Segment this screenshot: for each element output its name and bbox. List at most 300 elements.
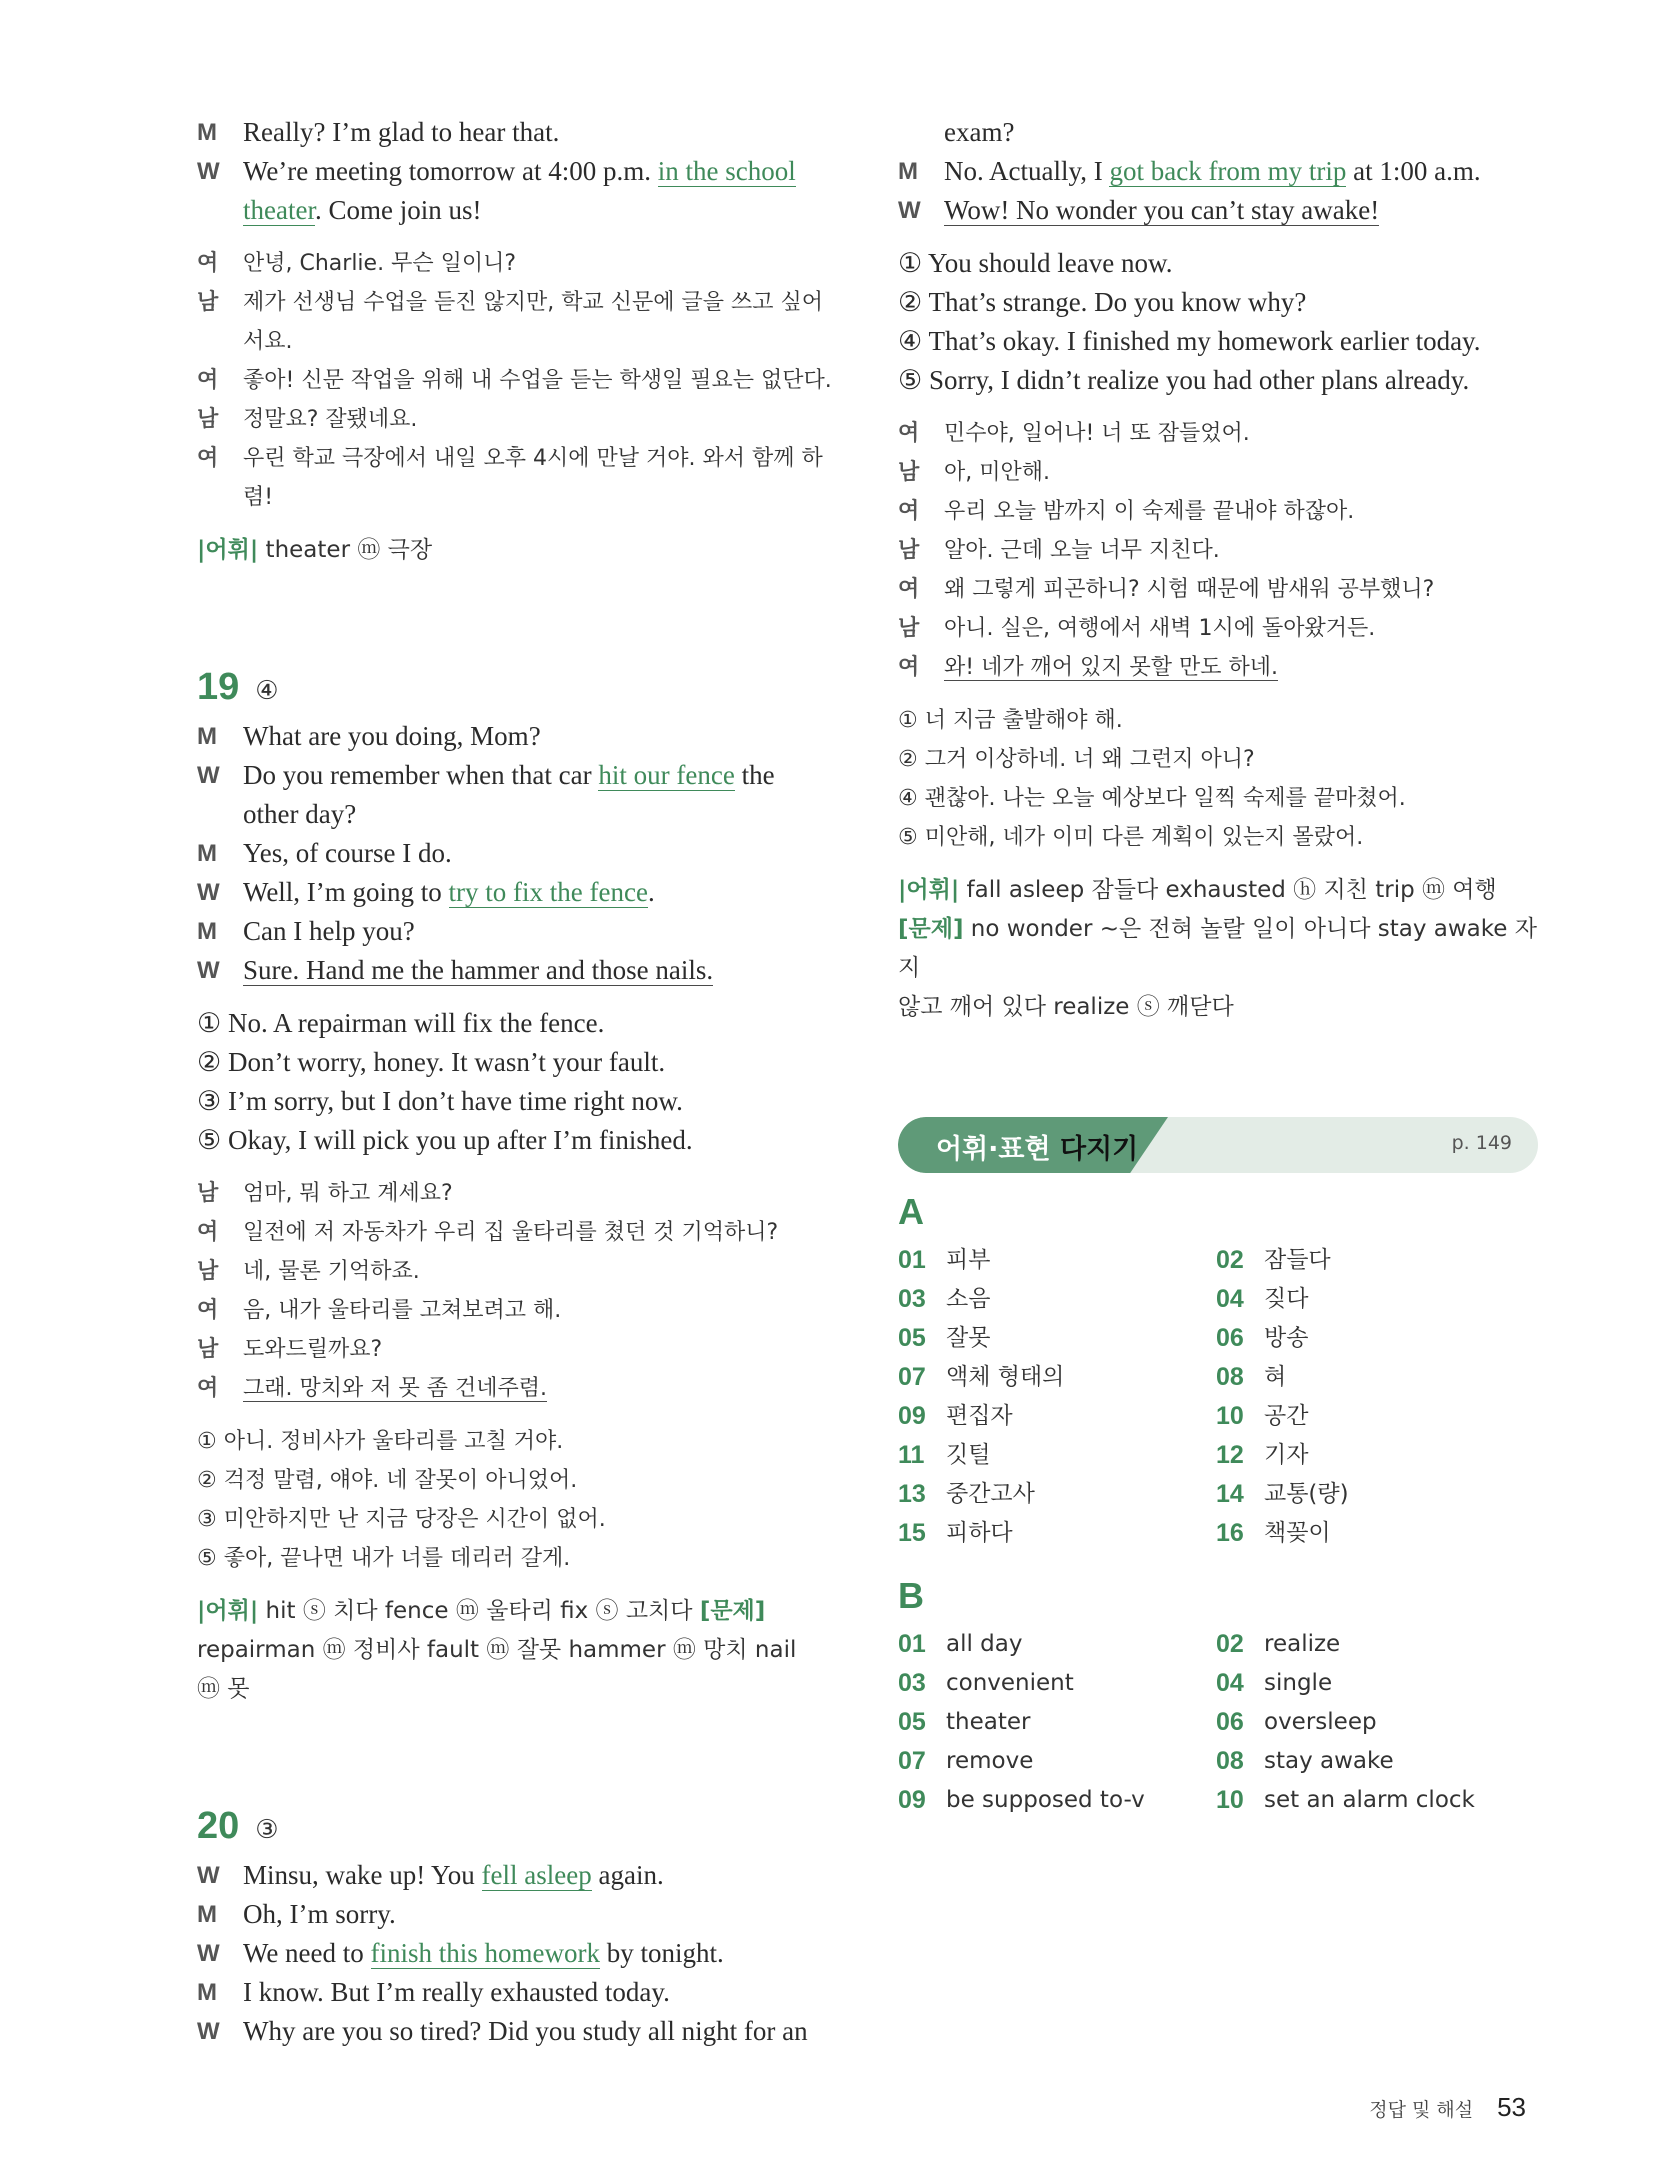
answer-option: ② That’s strange. Do you know why? (898, 287, 1307, 317)
speaker-label: W (197, 1862, 220, 1889)
vocab-tag: |어휘| (197, 537, 259, 563)
dialog-text (243, 2012, 808, 2051)
dialog-line (898, 414, 1538, 453)
q18-tail-en (197, 113, 837, 230)
item-number: 08 (1216, 1747, 1244, 1775)
speaker-label: M (197, 723, 217, 750)
item-text: be supposed to-v (946, 1787, 1145, 1813)
banner-title-a: 어휘·표현 (936, 1134, 1060, 1165)
speaker-label: 여 (197, 1298, 219, 1323)
text-run: Really? I’m glad to hear that. (243, 117, 560, 147)
text-run: 음, 내가 울타리를 고쳐보려고 해. (243, 1298, 562, 1323)
vocab-answer-item (1216, 1475, 1534, 1514)
item-text: 피하다 (946, 1520, 1013, 1546)
speaker-label: W (197, 158, 220, 185)
dialog-line (197, 1856, 837, 1895)
vocab-answer-item (898, 1703, 1216, 1742)
item-number: 04 (1216, 1285, 1244, 1313)
speaker-label: 남 (898, 616, 920, 641)
text-run: 좋아! 신문 작업을 위해 내 수업을 듣는 학생일 필요는 없단다. (243, 368, 832, 393)
dialog-text (944, 648, 1278, 687)
item-number: 07 (898, 1363, 926, 1391)
speaker-label: W (197, 1940, 220, 1967)
vocab-line (898, 871, 1538, 910)
vocab-answer-item (898, 1664, 1216, 1703)
speaker-label: 여 (197, 251, 219, 276)
item-text: 잘못 (946, 1325, 991, 1351)
item-number: 03 (898, 1285, 926, 1313)
item-number: 05 (898, 1708, 926, 1736)
section-b-grid (898, 1625, 1538, 1820)
footer-label: 정답 및 해설 (1369, 2099, 1474, 2121)
speaker-label: 남 (197, 290, 219, 315)
item-number: 07 (898, 1747, 926, 1775)
section-a-letter: A (898, 1191, 924, 1232)
text-run: Oh, I’m sorry. (243, 1899, 396, 1929)
dialog-line (898, 648, 1538, 687)
item-text: 기자 (1264, 1442, 1309, 1468)
vocab-answer-item (898, 1475, 1216, 1514)
item-number: 04 (1216, 1669, 1244, 1697)
dialog-line (197, 834, 837, 873)
speaker-label: M (898, 158, 918, 185)
dialog-line (197, 2012, 837, 2051)
item-text: set an alarm clock (1264, 1787, 1475, 1813)
item-text: 액체 형태의 (946, 1364, 1065, 1390)
q20-dialog-en-cont (898, 113, 1538, 230)
text-run: 그래. 망치와 저 못 좀 건네주렴. (243, 1376, 547, 1401)
item-number: 13 (898, 1480, 926, 1508)
banner-page-ref: p. 149 (1451, 1132, 1512, 1154)
dialog-line (197, 283, 837, 322)
text-run: exam? (944, 117, 1015, 147)
vocab-answer-item (898, 1319, 1216, 1358)
dialog-line (898, 492, 1538, 531)
answer-option: ⑤ 좋아, 끝나면 내가 너를 데리러 갈게. (197, 1546, 571, 1571)
vocab-answer-item (1216, 1436, 1534, 1475)
item-number: 06 (1216, 1708, 1244, 1736)
item-number: 01 (898, 1630, 926, 1658)
dialog-text (243, 191, 481, 230)
text-run: 아니. 실은, 여행에서 새벽 1시에 돌아왔거든. (944, 616, 1376, 641)
text-run: 정말요? 잘됐네요. (243, 407, 418, 432)
item-text: 짖다 (1264, 1286, 1309, 1312)
item-number: 14 (1216, 1480, 1244, 1508)
item-number: 03 (898, 1669, 926, 1697)
dialog-line (197, 1934, 837, 1973)
left-column (197, 113, 837, 2065)
text-run: Why are you so tired? Did you study all night for an (243, 2016, 808, 2046)
dialog-text (243, 1291, 561, 1330)
vocab-answer-item (1216, 1781, 1534, 1820)
item-number: 11 (898, 1441, 925, 1469)
speaker-label: 남 (898, 538, 920, 563)
item-text: 잠들다 (1264, 1247, 1331, 1273)
speaker-label: M (197, 119, 217, 146)
dialog-line (197, 717, 837, 756)
dialog-text (243, 1973, 670, 2012)
answer-option: ① 아니. 정비사가 울타리를 고칠 거야. (197, 1429, 564, 1454)
text-run: . (647, 877, 655, 907)
item-text: 편집자 (946, 1403, 1013, 1429)
vocab-line (898, 910, 1538, 988)
dialog-text (243, 912, 415, 951)
text-run: Can I help you? (243, 916, 415, 946)
vocab-answer-item (1216, 1280, 1534, 1319)
right-column (898, 113, 1538, 1820)
dialog-text (243, 1174, 453, 1213)
dialog-line (197, 152, 837, 191)
highlighted-phrase: theater (243, 195, 315, 225)
vocab-tag: [문제] (699, 1598, 766, 1624)
dialog-line (898, 191, 1538, 230)
vocab-text: 않고 깨어 있다 realize ⓢ 깨닫다 (898, 994, 1234, 1020)
highlighted-phrase: fell asleep (481, 1860, 592, 1890)
item-number: 05 (898, 1324, 926, 1352)
item-number: 06 (1216, 1324, 1244, 1352)
question-20-header (197, 1805, 837, 1848)
vocab-answer-item (1216, 1397, 1534, 1436)
dialog-text (243, 1252, 420, 1291)
speaker-label: 여 (197, 1220, 219, 1245)
text-run: I know. But I’m really exhausted today. (243, 1977, 670, 2007)
banner-title-b: 다지기 (1060, 1134, 1139, 1165)
highlighted-phrase: try to fix the fence (448, 877, 648, 907)
dialog-text (944, 453, 1050, 492)
item-number: 09 (898, 1402, 926, 1430)
text-run: 일전에 저 자동차가 우리 집 울타리를 쳤던 것 기억하니? (243, 1220, 779, 1245)
answer-option: ④ That’s okay. I finished my homework earlier today. (898, 326, 1481, 356)
answer-option: ③ 미안하지만 난 지금 당장은 시간이 없어. (197, 1507, 606, 1532)
vocab-answer-item (1216, 1319, 1534, 1358)
speaker-label: W (197, 762, 220, 789)
item-number: 12 (1216, 1441, 1244, 1469)
text-run: again. (591, 1860, 664, 1890)
speaker-label: M (197, 1901, 217, 1928)
q20-options-en (898, 244, 1538, 400)
item-text: 소음 (946, 1286, 991, 1312)
banner-title (936, 1127, 1138, 1166)
vocab-line (197, 1631, 837, 1670)
text-run: We need to (243, 1938, 371, 1968)
item-text: 방송 (1264, 1325, 1309, 1351)
item-number: 08 (1216, 1363, 1244, 1391)
dialog-line (197, 1369, 837, 1408)
text-run: 왜 그렇게 피곤하니? 시험 때문에 밤새워 공부했니? (944, 577, 1435, 602)
dialog-line (197, 1213, 837, 1252)
text-run: No. Actually, I (944, 156, 1110, 186)
vocab-answer-item (898, 1436, 1216, 1475)
q18-tail-kr (197, 244, 837, 517)
speaker-label: 여 (197, 1376, 219, 1401)
speaker-label: W (197, 957, 220, 984)
dialog-text (944, 414, 1250, 453)
dialog-line (197, 244, 837, 283)
item-text: convenient (946, 1670, 1074, 1696)
dialog-text (243, 834, 452, 873)
vocab-answer-item (898, 1358, 1216, 1397)
section-b-letter: B (898, 1575, 924, 1616)
vocab-answer-item (898, 1625, 1216, 1664)
speaker-label: 여 (898, 499, 920, 524)
answer-option: ⑤ Okay, I will pick you up after I’m finished. (197, 1125, 693, 1155)
text-run: Well, I’m going to (243, 877, 449, 907)
item-text: 중간고사 (946, 1481, 1035, 1507)
dialog-line (197, 1330, 837, 1369)
speaker-label: 여 (197, 368, 219, 393)
speaker-label: 남 (898, 460, 920, 485)
dialog-text (243, 873, 655, 912)
vocab-line (197, 1592, 837, 1631)
vocab-answer-item (1216, 1742, 1534, 1781)
answer-option: ② 그거 이상하네. 너 왜 그런지 아니? (898, 747, 1255, 772)
speaker-label: W (197, 2018, 220, 2045)
item-number: 10 (1216, 1402, 1244, 1430)
speaker-label: 여 (898, 577, 920, 602)
text-run: 알아. 근데 오늘 너무 지친다. (944, 538, 1220, 563)
dialog-line (898, 531, 1538, 570)
text-run: 민수야, 일어나! 너 또 잠들었어. (944, 421, 1250, 446)
highlighted-phrase: in the school (657, 156, 796, 186)
dialog-line (197, 873, 837, 912)
item-text: 깃털 (946, 1442, 991, 1468)
answer-option: ④ 괜찮아. 나는 오늘 예상보다 일찍 숙제를 끝마쳤어. (898, 786, 1406, 811)
vocab-answer-item (1216, 1625, 1534, 1664)
dialog-line (197, 361, 837, 400)
item-text: oversleep (1264, 1709, 1377, 1735)
dialog-text (243, 283, 823, 322)
dialog-text (944, 191, 1379, 230)
vocab-answer-item (898, 1280, 1216, 1319)
dialog-line (197, 113, 837, 152)
highlighted-phrase: got back from my trip (1109, 156, 1347, 186)
item-text: theater (946, 1709, 1031, 1735)
speaker-label: W (197, 879, 220, 906)
dialog-text (944, 113, 1014, 152)
speaker-label: 여 (898, 655, 920, 680)
speaker-label: 남 (197, 1181, 219, 1206)
text-run: 우리 오늘 밤까지 이 숙제를 끝내야 하잖아. (944, 499, 1355, 524)
item-text: 책꽂이 (1264, 1520, 1331, 1546)
answer-option: ② 걱정 말렴, 얘야. 네 잘못이 아니었어. (197, 1468, 578, 1493)
dialog-line (197, 322, 837, 361)
dialog-line (197, 1895, 837, 1934)
vocab-text: ⓜ 못 (197, 1676, 250, 1702)
dialog-text (243, 951, 713, 990)
dialog-text (944, 570, 1434, 609)
vocab-answer-item (1216, 1664, 1534, 1703)
text-run: 네, 물론 기억하죠. (243, 1259, 420, 1284)
text-run: Sure. Hand me the hammer and those nails. (243, 955, 714, 985)
item-text: 교통(량) (1264, 1481, 1349, 1507)
item-number: 02 (1216, 1630, 1244, 1658)
speaker-label: 여 (898, 421, 920, 446)
vocab-answer-item (898, 1241, 1216, 1280)
dialog-text (243, 795, 356, 834)
q19-vocab (197, 1592, 837, 1709)
dialog-text (243, 244, 516, 283)
dialog-line (197, 795, 837, 834)
answer-option: ⑤ 미안해, 네가 이미 다른 계획이 있는지 몰랐어. (898, 825, 1364, 850)
text-run: 아, 미안해. (944, 460, 1050, 485)
text-run: Yes, of course I do. (243, 838, 452, 868)
vocab-text: fall asleep 잠들다 exhausted ⓗ 지친 trip ⓜ 여행 (959, 877, 1497, 903)
vocab-line (197, 1670, 837, 1709)
dialog-text (243, 1330, 382, 1369)
dialog-line (197, 1291, 837, 1330)
dialog-text (243, 152, 796, 191)
text-run: Wow! No wonder you can’t stay awake! (944, 195, 1380, 225)
q20-vocab (898, 871, 1538, 1027)
dialog-line (197, 912, 837, 951)
item-number: 09 (898, 1786, 926, 1814)
vocab-answer-item (1216, 1514, 1534, 1553)
item-text: remove (946, 1748, 1034, 1774)
dialog-line (898, 609, 1538, 648)
q19-dialog-en (197, 717, 837, 990)
dialog-text (944, 492, 1354, 531)
dialog-text (243, 322, 293, 361)
speaker-label: M (197, 1979, 217, 2006)
speaker-label: M (197, 918, 217, 945)
vocab-text: repairman ⓜ 정비사 fault ⓜ 잘못 hammer ⓜ 망치 nail (197, 1637, 797, 1663)
speaker-label: 남 (197, 1259, 219, 1284)
vocab-tag: [문제] (898, 916, 964, 942)
text-run: What are you doing, Mom? (243, 721, 541, 751)
vocab-answer-item (1216, 1703, 1534, 1742)
answer-option: ② Don’t worry, honey. It wasn’t your fault. (197, 1047, 666, 1077)
text-run: 서요. (243, 329, 293, 354)
dialog-line (197, 951, 837, 990)
text-run: 제가 선생님 수업을 듣진 않지만, 학교 신문에 글을 쓰고 싶어 (243, 290, 823, 315)
speaker-label: 여 (197, 446, 219, 471)
item-text: 혀 (1264, 1364, 1287, 1390)
answer-option: ⑤ Sorry, I didn’t realize you had other plans already. (898, 365, 1470, 395)
vocab-answer-item (1216, 1241, 1534, 1280)
vocab-text: no wonder ~은 전혀 놀랄 일이 아니다 stay awake 자지 (898, 916, 1537, 981)
speaker-label: W (898, 197, 921, 224)
answer-mark: ④ (255, 676, 279, 706)
item-text: all day (946, 1631, 1023, 1657)
q19-options-kr (197, 1422, 837, 1578)
item-text: stay awake (1264, 1748, 1394, 1774)
q20-dialog-kr (898, 414, 1538, 687)
dialog-text (243, 1856, 664, 1895)
dialog-line (898, 152, 1538, 191)
item-number: 16 (1216, 1519, 1244, 1547)
dialog-text (243, 1895, 396, 1934)
answer-mark: ③ (255, 1815, 279, 1845)
dialog-text (944, 531, 1220, 570)
item-text: 공간 (1264, 1403, 1309, 1429)
text-run: the (734, 760, 775, 790)
text-run: Minsu, wake up! You (243, 1860, 482, 1890)
dialog-text (944, 609, 1375, 648)
item-text: realize (1264, 1631, 1341, 1657)
text-run: other day? (243, 799, 357, 829)
dialog-line (898, 453, 1538, 492)
highlighted-phrase: hit our fence (598, 760, 735, 790)
speaker-label: 남 (197, 1337, 219, 1362)
dialog-text (243, 1213, 778, 1252)
dialog-line (197, 191, 837, 230)
item-number: 15 (898, 1519, 926, 1547)
answer-option: ③ I’m sorry, but I don’t have time right now. (197, 1086, 683, 1116)
vocab-tag: |어휘| (898, 877, 960, 903)
dialog-text (944, 152, 1481, 191)
vocab-answer-item (898, 1742, 1216, 1781)
q19-dialog-kr (197, 1174, 837, 1408)
dialog-text (243, 113, 559, 152)
dialog-line (197, 756, 837, 795)
vocab-text: theater ⓜ 극장 (258, 537, 433, 563)
vocab-answer-item (898, 1781, 1216, 1820)
text-run: 도와드릴까요? (243, 1337, 383, 1362)
highlighted-phrase: finish this homework (370, 1938, 601, 1968)
text-run: 우린 학교 극장에서 내일 오후 4시에 만날 거야. 와서 함께 하렴! (243, 446, 823, 510)
item-text: 피부 (946, 1247, 991, 1273)
answer-option: ① You should leave now. (898, 248, 1173, 278)
q19-options-en (197, 1004, 837, 1160)
vocab-review-banner (898, 1117, 1538, 1173)
vocab-text: hit ⓢ 치다 fence ⓜ 울타리 fix ⓢ 고치다 (258, 1598, 700, 1624)
text-run: at 1:00 a.m. (1346, 156, 1481, 186)
dialog-line (197, 439, 837, 517)
vocab-tag: |어휘| (197, 1598, 259, 1624)
question-number: 20 (197, 1805, 240, 1847)
dialog-text (243, 1934, 724, 1973)
vocab-answer-item (898, 1514, 1216, 1553)
dialog-line (197, 400, 837, 439)
dialog-text (243, 1369, 547, 1408)
text-run: We’re meeting tomorrow at 4:00 p.m. (243, 156, 658, 186)
answer-option: ① No. A repairman will fix the fence. (197, 1008, 605, 1038)
dialog-text (243, 756, 775, 795)
text-run: 엄마, 뭐 하고 계세요? (243, 1181, 453, 1206)
dialog-text (243, 717, 541, 756)
item-number: 01 (898, 1246, 926, 1274)
question-number: 19 (197, 666, 240, 708)
vocab-answer-item (1216, 1358, 1534, 1397)
answer-option: ① 너 지금 출발해야 해. (898, 708, 1123, 733)
item-number: 10 (1216, 1786, 1244, 1814)
section-a-grid (898, 1241, 1538, 1553)
dialog-line (197, 1973, 837, 2012)
dialog-line (197, 1174, 837, 1213)
vocab-line (898, 988, 1538, 1027)
dialog-line (197, 1252, 837, 1291)
q18-vocab (197, 531, 837, 570)
item-number: 02 (1216, 1246, 1244, 1274)
text-run: by tonight. (600, 1938, 724, 1968)
page-number: 53 (1497, 2092, 1526, 2122)
dialog-line (898, 113, 1538, 152)
q20-dialog-en (197, 1856, 837, 2051)
text-run: 와! 네가 깨어 있지 못할 만도 하네. (944, 655, 1279, 680)
q20-options-kr (898, 701, 1538, 857)
question-19-header (197, 666, 837, 709)
dialog-text (243, 439, 837, 517)
vocab-answer-item (898, 1397, 1216, 1436)
speaker-label: M (197, 840, 217, 867)
text-run: 안녕, Charlie. 무슨 일이니? (243, 251, 516, 276)
dialog-text (243, 361, 832, 400)
dialog-text (243, 400, 417, 439)
text-run: Do you remember when that car (243, 760, 599, 790)
text-run: . Come join us! (314, 195, 482, 225)
speaker-label: 남 (197, 407, 219, 432)
item-text: single (1264, 1670, 1333, 1696)
